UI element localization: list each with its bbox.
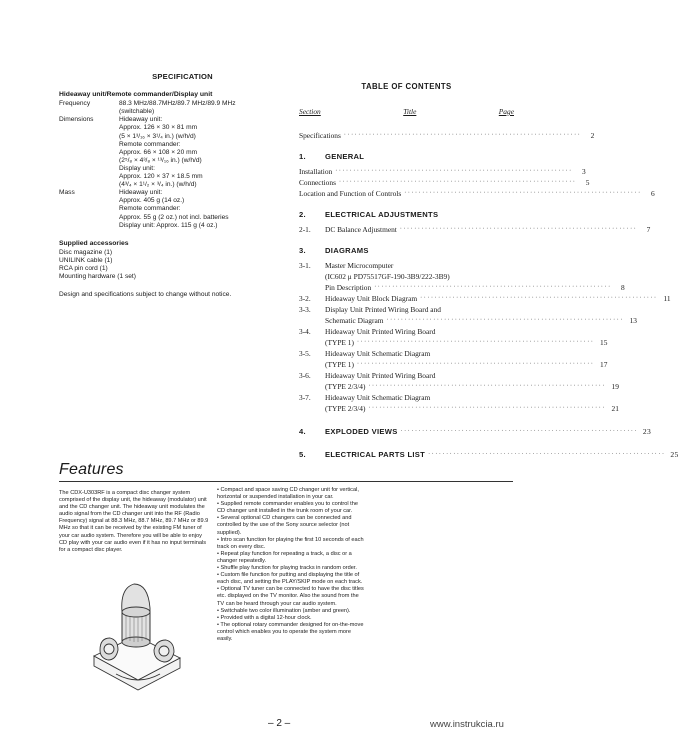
toc-entry-text: DC Balance Adjustment [325, 225, 397, 234]
toc-entry-3-6-cont[interactable]: (TYPE 2/3/4) ·································································· 19 [325, 382, 619, 391]
mass-line: Display unit: Approx. 115 g (4 oz.) [119, 221, 218, 229]
toc-section-number: 2. [299, 210, 306, 219]
specification-section [59, 73, 284, 299]
toc-entry-3-6[interactable] [299, 370, 514, 381]
mass-line: Hideaway unit: [119, 189, 163, 197]
toc-entry-dc-balance[interactable]: 2-1. DC Balance Adjustment ·································································· 7 [299, 225, 651, 234]
toc-page-number: 21 [611, 404, 619, 413]
dimensions-line: Approx. 126 × 30 × 81 mm [119, 124, 198, 132]
toc-page-number: 5 [585, 178, 590, 187]
mass-line: Approx. 55 g (2 oz.) not incl. batteries [119, 213, 229, 221]
dimensions-line: Hideaway unit: [119, 116, 163, 124]
frequency-label: Frequency [59, 100, 91, 108]
toc-section-electrical[interactable] [299, 209, 514, 220]
features-intro: The CDX-U303RF is a compact disc changer system comprised of the display unit, the hideaway (modulator) unit and the CD changer unit. The hideaway unit modulates the audio signal from the CD changer unit into the RF (Radio Frequency) signal at 88.3 MHz, 88.7 MHz, 89.7 MHz or 89.9 MHz so that it can be received by the existing FM tuner of your car audio system. Therefore you will be able to enjoy CD play with your car audio even if it has no input terminals for a compact disc player. [59, 490, 209, 553]
accessories-title: Supplied accessories [59, 239, 129, 247]
toc-col-section: Section [299, 107, 321, 116]
toc-entry-text: Specifications [299, 131, 341, 140]
toc-entry-number: 3-4. [299, 327, 311, 336]
toc-page-number: 23 [642, 427, 652, 436]
toc-entry-text: Master Microcomputer [325, 261, 394, 270]
toc-entry-number: 3-1. [299, 261, 311, 270]
toc-section-title: ELECTRICAL ADJUSTMENTS [325, 210, 439, 219]
feature-item: • Compact and space saving CD changer unit for vertical, horizontal or suspended installation in your car. [217, 487, 367, 501]
toc-section-number: 3. [299, 246, 306, 255]
toc-entry-number: 3-5. [299, 349, 311, 358]
dimensions-line: Remote commander: [119, 140, 181, 148]
toc-section-parts[interactable]: 5. ELECTRICAL PARTS LIST ·································································· 25 [299, 450, 679, 459]
toc-entry-3-3-cont[interactable]: Schematic Diagram ·································································· 13 [325, 316, 637, 325]
toc-entry-text: Display Unit Printed Wiring Board and [325, 305, 441, 314]
toc-entry-connections[interactable]: Connections ·································································· 5 [299, 178, 590, 187]
feature-item: • Optional TV tuner can be connected to have the disc titles etc. displayed on the TV monitor. Also the sound from the TV can be heard through your car audio system. [217, 586, 367, 607]
specification-title: SPECIFICATION [152, 72, 213, 81]
toc-page-number: 17 [600, 360, 608, 369]
toc-page-number: 11 [663, 294, 671, 303]
cd-changer-illustration [86, 578, 186, 698]
accessory-item: UNILINK cable (1) [59, 256, 113, 264]
features-divider [59, 481, 513, 482]
frequency-line: (switchable) [119, 108, 155, 116]
toc-section-number: 1. [299, 152, 306, 161]
toc-page-number: 19 [611, 382, 619, 391]
toc-entry-text: Location and Function of Controls [299, 189, 402, 198]
table-of-contents [299, 82, 679, 460]
toc-col-page: Page [498, 107, 514, 116]
accessory-item: Disc magazine (1) [59, 248, 113, 256]
toc-page-number: 7 [646, 225, 651, 234]
feature-item: • Repeat play function for repeating a track, a disc or a changer repeatedly. [217, 551, 367, 565]
feature-item: • Intro scan function for playing the first 10 seconds of each track on every disc. [217, 537, 367, 551]
toc-entry-3-2[interactable]: 3-2. Hideaway Unit Block Diagram ·································································· 11 [299, 294, 671, 303]
toc-entry-text: Hideaway Unit Printed Wiring Board [325, 371, 436, 380]
toc-header [299, 107, 514, 116]
toc-section-exploded[interactable]: 4. EXPLODED VIEWS ·································································· 23 [299, 427, 652, 436]
toc-entry-3-7-cont[interactable]: (TYPE 2/3/4) ·································································· 21 [325, 404, 619, 413]
toc-entry-text: Connections [299, 178, 336, 187]
watermark-text[interactable]: www.instrukcia.ru [430, 719, 504, 730]
features-title: Features [59, 461, 124, 478]
mass-line: Approx. 405 g (14 oz.) [119, 197, 185, 205]
toc-entry-text: (IC602 μ PD75517GF-190-3B9/222-3B9) [325, 272, 450, 281]
toc-entry-number: 3-2. [299, 294, 311, 303]
dimensions-label: Dimensions [59, 116, 94, 124]
frequency-line: 88.3 MHz/88.7MHz/89.7 MHz/89.9 MHz [119, 100, 236, 108]
toc-section-general[interactable] [299, 151, 514, 162]
dimensions-line: Approx. 120 × 37 × 18.5 mm [119, 173, 203, 181]
dimensions-line: (2⁵/₈ × 4³/₈ × ¹³/₁₆ in.) (w/h/d) [119, 156, 202, 164]
toc-entry-text: Hideaway Unit Printed Wiring Board [325, 327, 436, 336]
frequency-value [119, 100, 284, 116]
mass-label: Mass [59, 189, 75, 197]
dimensions-line: Approx. 66 × 108 × 20 mm [119, 148, 198, 156]
toc-entry-3-4[interactable] [299, 326, 514, 337]
specification-subtitle: Hideaway unit/Remote commander/Display unit [59, 91, 213, 99]
page-number: – 2 – [268, 718, 291, 729]
toc-entry-text: Hideaway Unit Schematic Diagram [325, 393, 431, 402]
toc-entry-3-1[interactable] [299, 260, 514, 271]
toc-entry-text: Installation [299, 167, 333, 176]
mass-row [59, 189, 284, 229]
dimensions-line: (4³/₄ × 1¹/₂ × ³/₄ in.) (w/h/d) [119, 181, 197, 189]
dimensions-line: (5 × 1³/₁₆ × 3¹/₄ in.) (w/h/d) [119, 132, 196, 140]
toc-page-number: 8 [620, 283, 625, 292]
dimensions-row [59, 116, 284, 189]
toc-entry-number: 3-7. [299, 393, 311, 402]
toc-title: TABLE OF CONTENTS [361, 82, 452, 91]
toc-page-number: 13 [629, 316, 637, 325]
toc-entry-3-5[interactable] [299, 348, 514, 359]
toc-page-number: 6 [651, 189, 655, 198]
toc-entry-text: (TYPE 2/3/4) [325, 382, 366, 391]
feature-item: • Shuffle play function for playing tracks in random order. [217, 565, 367, 572]
feature-item: • The optional rotary commander designed for on-the-move control which enables you to operate the system more easily. [217, 622, 367, 643]
toc-page-number: 15 [600, 338, 608, 347]
toc-entry-3-5-cont[interactable]: (TYPE 1) ·································································· 17 [325, 360, 608, 369]
frequency-row [59, 100, 284, 116]
toc-section-number: 5. [299, 450, 306, 459]
toc-entry-text: Hideaway Unit Schematic Diagram [325, 349, 431, 358]
toc-section-diagrams[interactable] [299, 245, 514, 256]
dimensions-line: Display unit: [119, 164, 155, 172]
toc-section-title: ELECTRICAL PARTS LIST [325, 450, 426, 459]
toc-entry-text: Schematic Diagram [325, 316, 384, 325]
toc-section-number: 4. [299, 427, 306, 436]
mass-value [119, 189, 284, 229]
toc-page-number: 2 [590, 131, 595, 140]
dimensions-value [119, 116, 284, 189]
feature-item: • Supplied remote commander enables you to control the CD changer unit installed in the trunk room of your car. [217, 501, 367, 515]
toc-page-number: 3 [582, 167, 586, 176]
toc-entry-number: 3-6. [299, 371, 311, 380]
spec-change-note: Design and specifications subject to change without notice. [59, 291, 232, 299]
toc-entry-3-3[interactable] [299, 304, 514, 315]
features-list [217, 487, 367, 643]
feature-item: • Custom file function for putting and displaying the title of each disc, and setting the PLAY/SKIP mode on each track. [217, 572, 367, 586]
toc-page-number: 25 [670, 450, 679, 459]
toc-entry-number: 2-1. [299, 225, 311, 234]
mass-line: Remote commander: [119, 205, 181, 213]
toc-entry-3-7[interactable] [299, 392, 514, 403]
toc-entry-text: (TYPE 2/3/4) [325, 404, 366, 413]
toc-entry-text: Pin Description [325, 283, 372, 292]
toc-entry-specifications[interactable]: Specifications ·································································· 2 [299, 131, 595, 140]
toc-entry-text: (TYPE 1) [325, 360, 354, 369]
toc-section-title: EXPLODED VIEWS [325, 427, 398, 436]
toc-entry-location[interactable]: Location and Function of Controls ·································································· 6 [299, 189, 655, 198]
toc-entry-3-4-cont[interactable]: (TYPE 1) ·································································· 15 [325, 338, 608, 347]
feature-item: • Switchable two color illumination (amber and green). [217, 608, 367, 615]
feature-item: • Provided with a digital 12-hour clock. [217, 615, 367, 622]
toc-section-title: GENERAL [325, 152, 365, 161]
feature-item: • Several optional CD changers can be connected and controlled by the use of the Sony source selector (not supplied). [217, 515, 367, 536]
toc-entry-installation[interactable]: Installation ·································································· 3 [299, 167, 586, 176]
toc-entry-text: (TYPE 1) [325, 338, 354, 347]
toc-entry-3-1-pin[interactable]: Pin Description ·································································· 8 [325, 283, 625, 292]
toc-section-title: DIAGRAMS [325, 246, 369, 255]
accessory-item: RCA pin cord (1) [59, 264, 108, 272]
accessory-item: Mounting hardware (1 set) [59, 273, 136, 281]
toc-entry-number: 3-3. [299, 305, 311, 314]
toc-col-title: Title [403, 107, 417, 116]
toc-entry-text: Hideaway Unit Block Diagram [325, 294, 418, 303]
